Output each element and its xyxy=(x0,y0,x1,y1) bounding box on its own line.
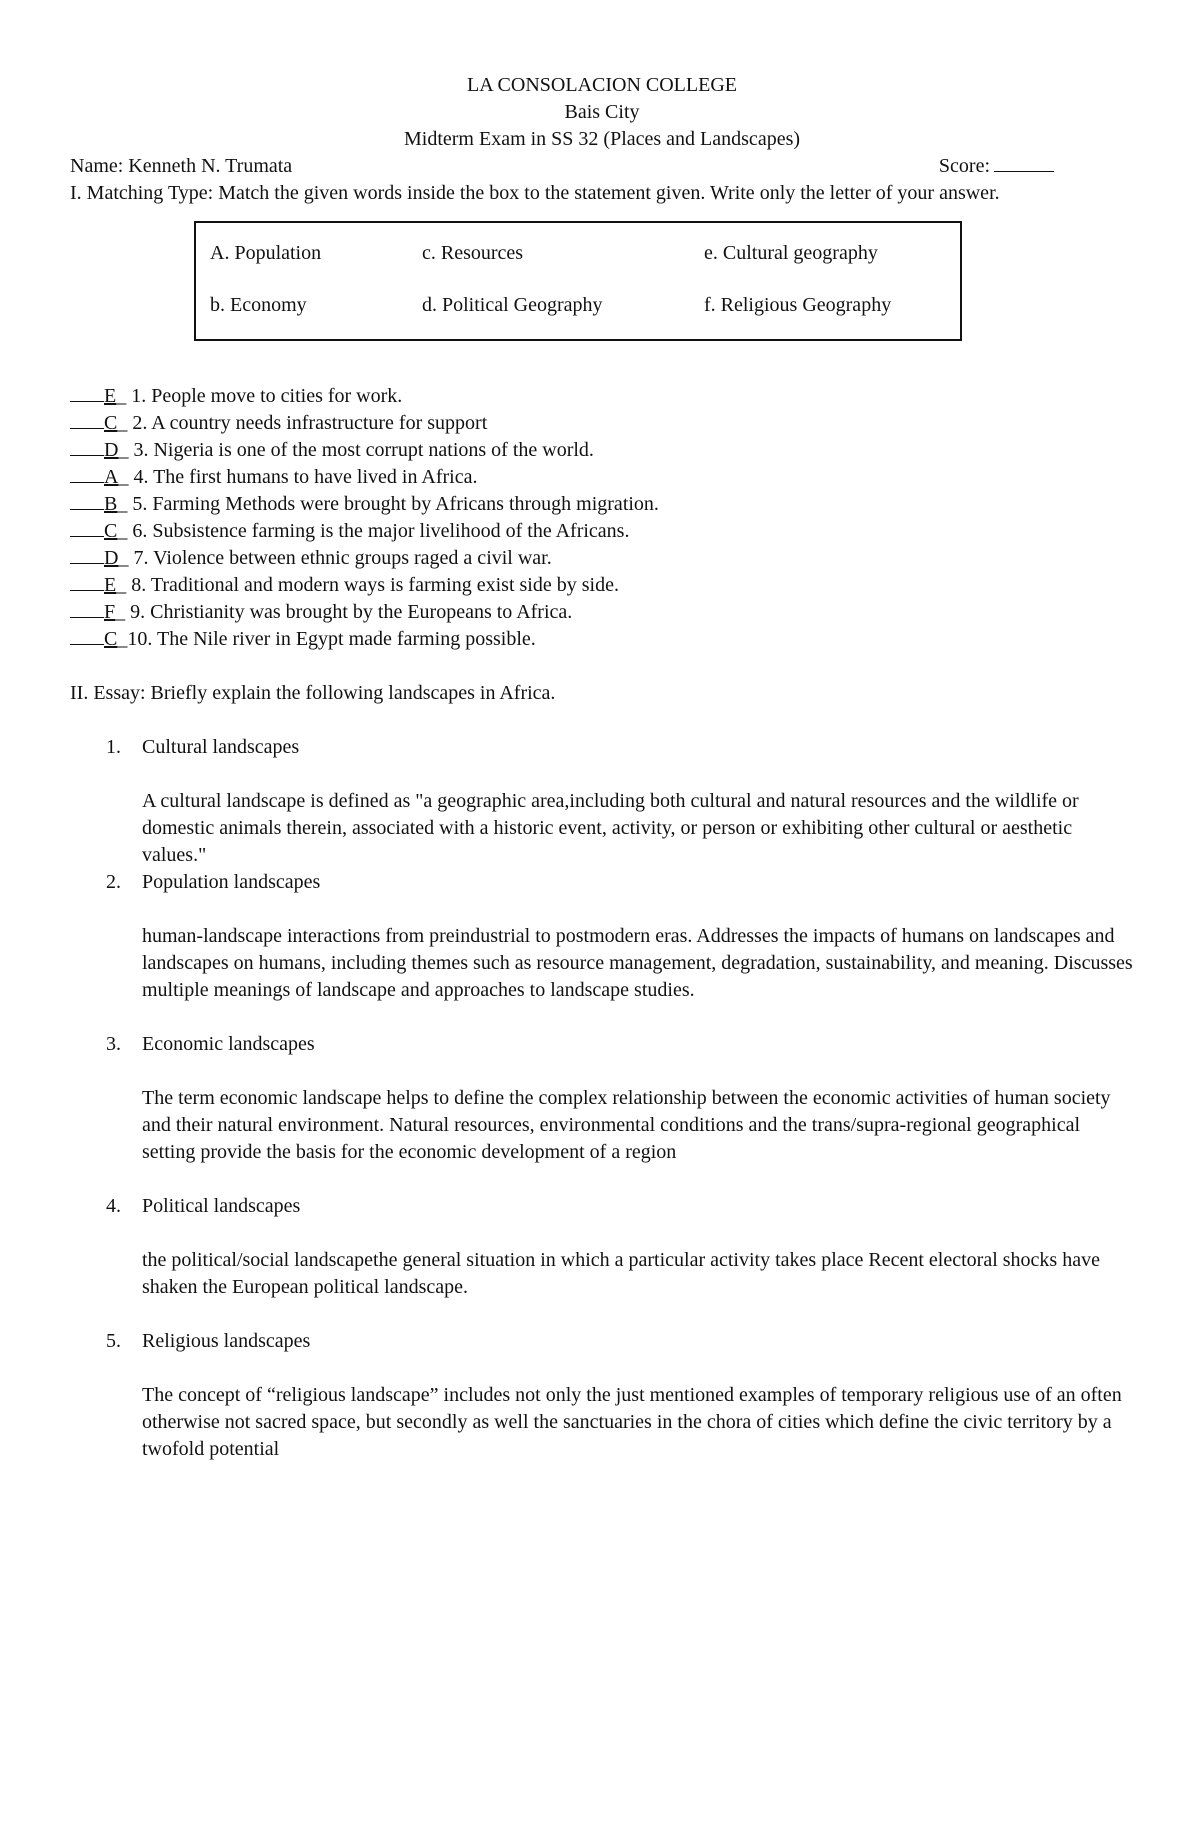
answer-blank xyxy=(70,428,104,429)
score-blank xyxy=(994,153,1054,172)
choice-b: b. Economy xyxy=(210,293,307,316)
matching-item: C_10. The Nile river in Egypt made farming possible. xyxy=(70,626,1134,653)
answer-blank xyxy=(70,455,104,456)
choice-c: c. Resources xyxy=(422,241,524,264)
answer-letter: D xyxy=(104,439,119,461)
essay-answer: The term economic landscape helps to define the complex relationship between the economic activities of human society and their natural environment. Natural resources, environmental conditions and the trans/supra-regional geographical setting provide the basis for the economic development of a region xyxy=(142,1087,1111,1163)
matching-item: E_ 8. Traditional and modern ways is farming exist side by side. xyxy=(70,572,1134,599)
item-text: 9. Christianity was brought by the Europeans to Africa. xyxy=(125,601,573,623)
matching-item: E_ 1. People move to cities for work. xyxy=(70,383,1134,410)
item-text: 3. Nigeria is one of the most corrupt nations of the world. xyxy=(128,439,594,461)
essay-item xyxy=(70,1328,1134,1463)
essay-answer: A cultural landscape is defined as "a geographic area,including both cultural and natural resources and the wildlife or domestic animals therein, associated with a historic event, activity, or person or exhibiting other cultural or aesthetic values." xyxy=(142,790,1079,866)
matching-item: F_ 9. Christianity was brought by the Europeans to Africa. xyxy=(70,599,1134,626)
answer-letter: C xyxy=(104,520,118,542)
answer-letter: C xyxy=(104,412,118,434)
choices-row xyxy=(210,279,946,331)
matching-item: A_ 4. The first humans to have lived in Africa. xyxy=(70,464,1134,491)
essay-heading: Population landscapes xyxy=(142,871,321,893)
answer-letter: B xyxy=(104,493,118,515)
essay-answer: The concept of “religious landscape” includes not only the just mentioned examples of temporary religious use of an often otherwise not sacred space, but secondly as well the sanctuaries in the chora of cities which define the civic territory by a twofold potential xyxy=(142,1384,1122,1460)
essay-answer: the political/social landscapethe general situation in which a particular activity takes place Recent electoral shocks have shaken the European political landscape. xyxy=(142,1249,1100,1298)
school-city: Bais City xyxy=(564,101,640,123)
answer-letter: E xyxy=(104,574,117,596)
score-label: Score: xyxy=(938,155,990,177)
answer-blank xyxy=(70,482,104,483)
answer-letter: C xyxy=(104,628,118,650)
essay-number: 1. xyxy=(106,736,121,758)
answer-letter: F xyxy=(104,601,116,623)
essay-heading: Religious landscapes xyxy=(142,1330,311,1352)
matching-instructions: I. Matching Type: Match the given words inside the box to the statement given. Write only the letter of your answer. xyxy=(70,182,1000,204)
item-text: 6. Subsistence farming is the major livelihood of the Africans. xyxy=(127,520,630,542)
student-name: Name: Kenneth N. Trumata xyxy=(70,155,293,177)
essay-number: 5. xyxy=(106,1330,121,1352)
exam-page xyxy=(70,72,1134,1463)
answer-letter: A xyxy=(104,466,119,488)
essay-number: 4. xyxy=(106,1195,121,1217)
choice-f: f. Religious Geography xyxy=(704,293,892,316)
essay-number: 3. xyxy=(106,1033,121,1055)
answer-blank xyxy=(70,590,104,591)
item-text: 2. A country needs infrastructure for support xyxy=(127,412,488,434)
item-text: 10. The Nile river in Egypt made farming possible. xyxy=(127,628,536,650)
score-field xyxy=(939,153,1054,180)
choice-d: d. Political Geography xyxy=(422,293,603,316)
essay-instructions: II. Essay: Briefly explain the following landscapes in Africa. xyxy=(70,682,556,704)
essay-answer: human-landscape interactions from preindustrial to postmodern eras. Addresses the impacts of humans on landscapes and landscapes on humans, including themes such as resource management, degradation, sustainability, and meaning. Discusses multiple meanings of landscape and approaches to landscape studies. xyxy=(142,925,1133,1001)
matching-answers xyxy=(70,383,1134,653)
answer-blank xyxy=(70,536,104,537)
choices-row xyxy=(210,227,946,279)
document-header xyxy=(70,72,1134,153)
essay-item xyxy=(70,869,1134,1031)
essay-item xyxy=(70,734,1134,869)
school-name: LA CONSOLACION COLLEGE xyxy=(467,74,737,96)
item-text: 1. People move to cities for work. xyxy=(126,385,403,407)
item-text: 5. Farming Methods were brought by Africans through migration. xyxy=(127,493,659,515)
answer-blank xyxy=(70,509,104,510)
essay-heading: Economic landscapes xyxy=(142,1033,315,1055)
matching-item: C_ 6. Subsistence farming is the major livelihood of the Africans. xyxy=(70,518,1134,545)
item-text: 4. The first humans to have lived in Africa. xyxy=(128,466,478,488)
choices-box xyxy=(194,221,962,341)
essay-list xyxy=(70,734,1134,1463)
answer-blank xyxy=(70,644,104,645)
matching-item: D_ 7. Violence between ethnic groups raged a civil war. xyxy=(70,545,1134,572)
matching-item: D_ 3. Nigeria is one of the most corrupt nations of the world. xyxy=(70,437,1134,464)
answer-letter: E xyxy=(104,385,117,407)
item-text: 8. Traditional and modern ways is farming exist side by side. xyxy=(126,574,619,596)
essay-item xyxy=(70,1031,1134,1193)
answer-blank xyxy=(70,401,104,402)
choice-a: A. Population xyxy=(210,241,322,264)
essay-heading: Political landscapes xyxy=(142,1195,301,1217)
matching-item: C_ 2. A country needs infrastructure for support xyxy=(70,410,1134,437)
matching-item: B_ 5. Farming Methods were brought by Africans through migration. xyxy=(70,491,1134,518)
name-score-row xyxy=(70,153,1134,180)
exam-title: Midterm Exam in SS 32 (Places and Landscapes) xyxy=(403,128,801,150)
item-text: 7. Violence between ethnic groups raged a civil war. xyxy=(128,547,552,569)
answer-blank xyxy=(70,563,104,564)
answer-blank xyxy=(70,617,104,618)
essay-item xyxy=(70,1193,1134,1328)
essay-heading: Cultural landscapes xyxy=(142,736,300,758)
choice-e: e. Cultural geography xyxy=(704,241,878,264)
essay-number: 2. xyxy=(106,871,121,893)
answer-letter: D xyxy=(104,547,119,569)
